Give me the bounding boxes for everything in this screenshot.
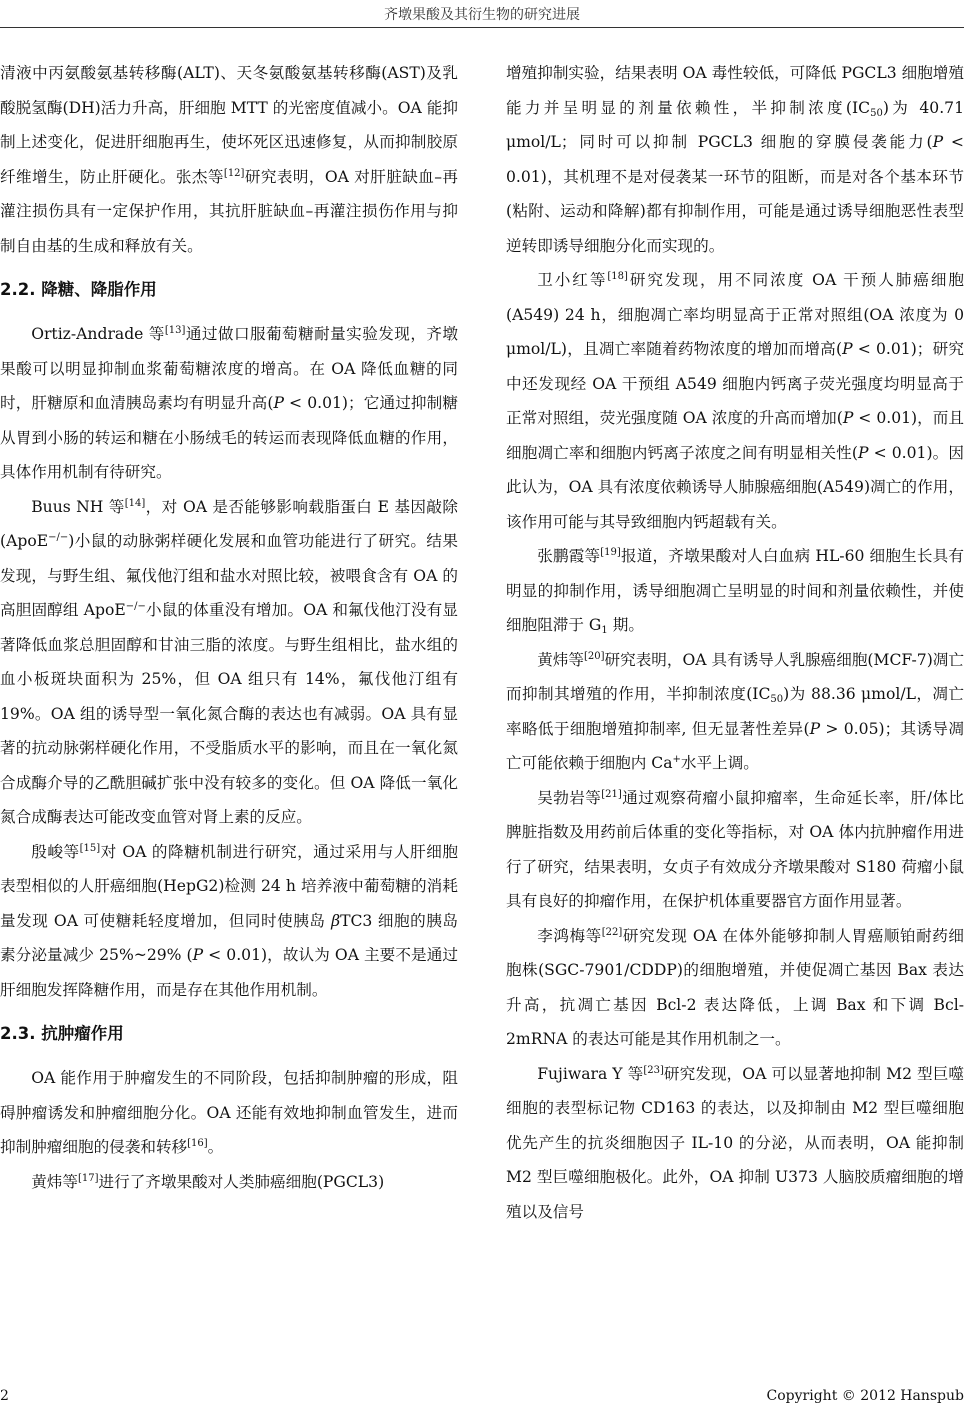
header-rule [0,27,964,28]
section-heading-2-3: 2.3. 抗肿瘤作用 [0,1024,124,1043]
citation[interactable]: [18] [607,271,628,282]
paragraph-liver-protection: 清液中丙氨酸氨基转移酶(ALT)、天冬氨酸氨基转移酶(AST)及乳酸脱氢酶(DH)活力升高，肝细胞 MTT 的光密度值减小。OA 能抑制上述变化，促进肝细胞再生，使坏死区迅速修复，从而抑制胶原纤维增生，防止肝硬化。张杰等[12]研究表明，OA 对肝脏缺血–再灌注损伤具有一定保护作用，其抗肝脏缺血–再灌注损伤作用与抑制自由基的生成和释放有关。 [0,64,458,255]
citation[interactable]: [23] [643,1064,664,1076]
left-column [0,56,458,1199]
paragraph-pgcl3-continued: 增殖抑制实验，结果表明 OA 毒性较低，可降低 PGCL3 细胞增殖能力并呈明显的剂量依赖性，半抑制浓度$(IC_{50})$为 40.71 μmol/L；同时可以抑制 PGCL3 细胞的穿膜侵袭能力(P < 0.01)，其机理不是对侵袭某一环节的阻断，而是对各个基本环节(粘附、运动和降解)都有抑制作用，可能是通过诱导细胞恶性表型逆转即诱导细胞分化而实现的。 [506,64,964,255]
citation[interactable]: [13] [164,325,186,336]
page-number: 2 [0,1388,9,1404]
running-header: 齐墩果酸及其衍生物的研究进展 [384,7,580,23]
citation[interactable]: [19] [600,547,621,558]
paragraph-yin-jun: 殷峻等[15]对 OA 的降糖机制进行研究，通过采用与人肝细胞表型相似的人肝癌细胞(HepG2)检测 24 h 培养液中葡萄糖的消耗量发现 OA 可使糖耗轻度增加，但同时使胰岛 βTC3 细胞的胰岛素分泌量减少 25%~29% (P < 0.01)，故认为 OA 主要不是通过肝细胞发挥降糖作用，而是存在其他作用机制。 [0,842,459,999]
paragraph-buus: Buus NH 等[14]，对 OA 是否能够影响载脂蛋白 E 基因敲除(ApoE−/−)小鼠的动脉粥样硬化发展和血管功能进行了研究。结果发现，与野生组、氟伐他汀组和盐水对照比较，被喂食含有 OA 的高胆固醇组 ApoE−/−小鼠的体重没有增加。OA 和氟伐他汀没有显著降低血浆总胆固醇和甘油三脂的浓度。与野生组相比，盐水组的血小板斑块面积为 25%，但 OA 组只有 14%，氟伐他汀组有 19%。OA 组的诱导型一氧化氮合酶的表达也有减弱。OA 具有显著的抗动脉粥样硬化作用，不受脂质水平的影响，而且在一氧化氮合成酶介导的乙酰胆碱扩张中没有较多的变化。但 OA 降低一氧化氮合成酶表达可能改变血管对肾上素的反应。 [0,497,458,826]
citation[interactable]: [17] [77,1172,99,1184]
citation[interactable]: [21] [601,788,622,800]
citation[interactable]: [16] [187,1138,208,1149]
paragraph-fujiwara: Fujiwara Y 等[23]研究发现，OA 可以显著地抑制 M2 型巨噬细胞的表型标记物 CD163 的表达，以及抑制由 M2 型巨噬细胞优先产生的抗炎细胞因子 IL-10 的分泌，从而表明，OA 能抑制 M2 型巨噬细胞极化。此外，OA 抑制 U373 人脑胶质瘤细胞的增殖以及信号 [506,1064,964,1221]
citation[interactable]: [14] [124,497,146,509]
paragraph-huang-wei-pgcl3: 黄炜等[17]进行了齐墩果酸对人类肺癌细胞(PGCL3) [31,1172,385,1191]
paragraph-wu-boyan: 吴勃岩等[21]通过观察荷瘤小鼠抑瘤率，生命延长率，肝/体比脾脏指数及用药前后体重的变化等指标，对 OA 体内抗肿瘤作用进行了研究，结果表明，女贞子有效成分齐墩果酸对 S180 荷瘤小鼠具有良好的抑瘤作用，在保护机体重要器官方面作用显著。 [506,788,964,910]
citation[interactable]: [22] [601,926,623,938]
paragraph-tumor-stages: OA 能作用于肿瘤发生的不同阶段，包括抑制肿瘤的形成，阻碍肿瘤诱发和肿瘤细胞分化。OA 还能有效地抑制血管发生，进而抑制肿瘤细胞的侵袭和转移[16]。 [0,1069,458,1156]
paragraph-ortiz-andrade: Ortiz-Andrade 等[13]通过做口服葡萄糖耐量实验发现，齐墩果酸可以明显抑制血浆葡萄糖浓度的增高。在 OA 降低血糖的同时，肝糖原和血清胰岛素均有明显升高(P < 0.01)；它通过抑制糖从胃到小肠的转运和糖在小肠绒毛的转运而表现降低血糖的作用，具体作用机制有待研究。 [0,325,458,481]
citation[interactable]: [15] [79,842,101,854]
paragraph-zhang-pengxia: 张鹏霞等[19]报道，齐墩果酸对人白血病 HL-60 细胞生长具有明显的抑制作用，诱导细胞凋亡呈明显的时间和剂量依赖性，并使细胞阻滞于 $G_1$ 期。 [506,547,964,636]
paragraph-wei-xiaohong: 卫小红等[18]研究发现，用不同浓度 OA 干预人肺癌细胞(A549) 24 h，细胞凋亡率均明显高于正常对照组(OA 浓度为 0 μmol/L)，且凋亡率随着药物浓度的增加而增高(P < 0.01)；研究中还发现经 OA 干预组 A549 细胞内钙离子荧光强度均明显高于正常对照组，荧光强度随 OA 浓度的升高而增加(P < 0.01)，而且细胞凋亡率和细胞内钙离子浓度之间有明显相关性(P < 0.01)。因此认为，OA 具有浓度依赖诱导人肺腺癌细胞(A549)凋亡的作用，该作用可能与其导致细胞内钙超载有关。 [506,271,964,531]
citation[interactable]: [20] [583,650,605,662]
citation[interactable]: [12] [223,167,245,179]
section-heading-2-2: 2.2. 降糖、降脂作用 [0,280,157,299]
paragraph-li-hongmei: 李鸿梅等[22]研究发现 OA 在体外能够抑制人胃癌顺铂耐药细胞株(SGC-7901/CDDP)的细胞增殖，并使促凋亡基因 Bax 表达升高，抗凋亡基因 Bcl-2 表达降低，上调 Bax 和下调 Bcl-2mRNA 的表达可能是其作用机制之一。 [506,926,964,1048]
paragraph-huang-wei-mcf7: 黄炜等[20]研究表明，OA 具有诱导人乳腺癌细胞(MCF-7)凋亡而抑制其增殖的作用，半抑制浓度$(IC_{50})$为 88.36 μmol/L，凋亡率略低于细胞增殖抑制率, 但无显著性差异(P > 0.05)；其诱导凋亡可能依赖于细胞内 Ca+水平上调。 [506,650,964,772]
copyright-notice: Copyright © 2012 Hanspub [766,1388,964,1404]
right-column [506,56,964,1229]
